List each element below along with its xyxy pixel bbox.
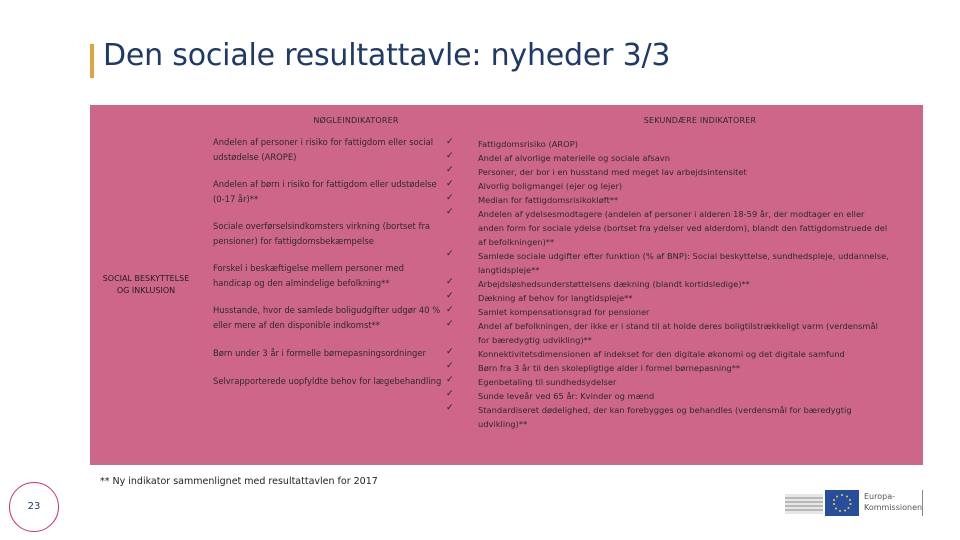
secondary-indicator-line: Andel af alvorlige materielle og sociale afsavn (478, 153, 670, 163)
key-indicator: Andelen af børn i risiko for fattigdom eller udstødelse (0-17 år)** (213, 179, 437, 204)
check-icon: ✓ (446, 151, 454, 161)
key-indicator: Selvrapporterede uopfyldte behov for lægebehandling (213, 376, 442, 386)
commission-wordmark (864, 491, 922, 513)
secondary-indicator-line: Konnektivitetsdimensionen af indekset for den digitale økonomi og det digitale samfund (478, 349, 845, 359)
check-icon: ✓ (446, 361, 454, 371)
check-icon: ✓ (446, 179, 454, 189)
secondary-indicator-line: langtidspleje** (478, 265, 540, 275)
secondary-indicator-line: Arbejdsløshedsunderstøttelsens dækning (blandt kortidsledige)** (478, 279, 750, 289)
check-icon: ✓ (446, 291, 454, 301)
check-icon: ✓ (446, 193, 454, 203)
secondary-indicator-line: Fattigdomsrisiko (AROP) (478, 139, 578, 149)
check-icon: ✓ (446, 277, 454, 287)
european-commission-logo (784, 488, 926, 518)
key-indicators-header: NØGLEINDIKATORER (313, 116, 399, 125)
footnote: ** Ny indikator sammenlignet med resultattavlen for 2017 (100, 476, 378, 487)
page-number: 23 (27, 501, 41, 512)
wordmark-line-1: Europa- (864, 492, 895, 501)
check-icon: ✓ (446, 305, 454, 315)
secondary-indicators-header: SEKUNDÆRE INDIKATORER (643, 116, 757, 125)
secondary-indicator-line: Alvorlig boligmangel (ejer og lejer) (478, 181, 623, 191)
title-accent-bar (90, 44, 94, 78)
secondary-indicator-line: Egenbetaling til sundhedsydelser (478, 377, 617, 387)
secondary-indicator-line: Andelen af ydelsesmodtagere (andelen af personer i alderen 18-59 år, der modtager en eller (478, 209, 865, 219)
slide-title: Den sociale resultattavle: nyheder 3/3 (103, 38, 671, 73)
check-icon: ✓ (446, 375, 454, 385)
secondary-indicator-list (478, 137, 918, 431)
check-icon: ✓ (446, 319, 454, 329)
secondary-indicator-line: Median for fattigdomsrisikokløft** (478, 195, 619, 205)
key-indicator: Forskel i beskæftigelse mellem personer med handicap og den almindelige befolkning** (213, 263, 404, 288)
secondary-indicator-line: Dækning af behov for langtidspleje** (478, 293, 633, 303)
secondary-indicator-line: udvikling)** (478, 419, 528, 429)
secondary-indicator-line: anden form for sociale ydelse (bortset fra ydelser ved alderdom), blandt den fattigdomstruede del (478, 223, 888, 233)
check-icon: ✓ (446, 207, 454, 217)
key-indicator: Andelen af personer i risiko for fattigdom eller social udstødelse (AROPE) (213, 137, 434, 162)
secondary-indicator-line: Samlede sociale udgifter efter funktion (% af BNP): Social beskyttelse, sundhedspleje, uddannelse, (478, 251, 889, 261)
secondary-indicator-line: Andel af befolkningen, der ikke er i stand til at holde deres boligtilstrækkeligt varm (verdensmål (478, 321, 878, 331)
indicator-panel (90, 105, 923, 465)
key-indicator: Sociale overførselsindkomsters virkning (bortset fra pensioner) for fattigdomsbekæmpelse (213, 221, 431, 246)
berlaymont-building-icon (784, 490, 824, 516)
wordmark-line-2: Kommissionen (864, 503, 923, 512)
secondary-indicator-line: Personer, der bor i en husstand med meget lav arbejdsintensitet (478, 167, 747, 177)
key-indicator: Børn under 3 år i formelle børnepasningsordninger (213, 348, 426, 358)
secondary-indicator-line: Standardiseret dødelighed, der kan forebygges og behandles (verdensmål for bæredygtig (478, 405, 852, 415)
secondary-indicator-line: af befolkningen)** (478, 237, 555, 247)
logo-divider (922, 490, 923, 516)
eu-flag-icon (825, 490, 859, 516)
check-icon: ✓ (446, 389, 454, 399)
check-icon: ✓ (446, 403, 454, 413)
secondary-indicator-line: Børn fra 3 år til den skolepligtige alder i formel børnepasning** (478, 363, 740, 373)
check-icon: ✓ (446, 137, 454, 147)
secondary-indicator-line: Samlet kompensationsgrad for pensioner (478, 307, 650, 317)
secondary-indicator-line: for bæredygtig udvikling)** (478, 335, 592, 345)
check-icon: ✓ (446, 249, 454, 259)
section-label: SOCIAL BESKYTTELSE OG INKLUSION (102, 274, 190, 295)
check-icon: ✓ (446, 165, 454, 175)
check-icon: ✓ (446, 347, 454, 357)
key-indicator: Husstande, hvor de samlede boligudgifter udgør 40 % eller mere af den disponible indkomst** (213, 305, 441, 330)
secondary-indicator-line: Sunde leveår ved 65 år: Kvinder og mænd (478, 391, 655, 401)
